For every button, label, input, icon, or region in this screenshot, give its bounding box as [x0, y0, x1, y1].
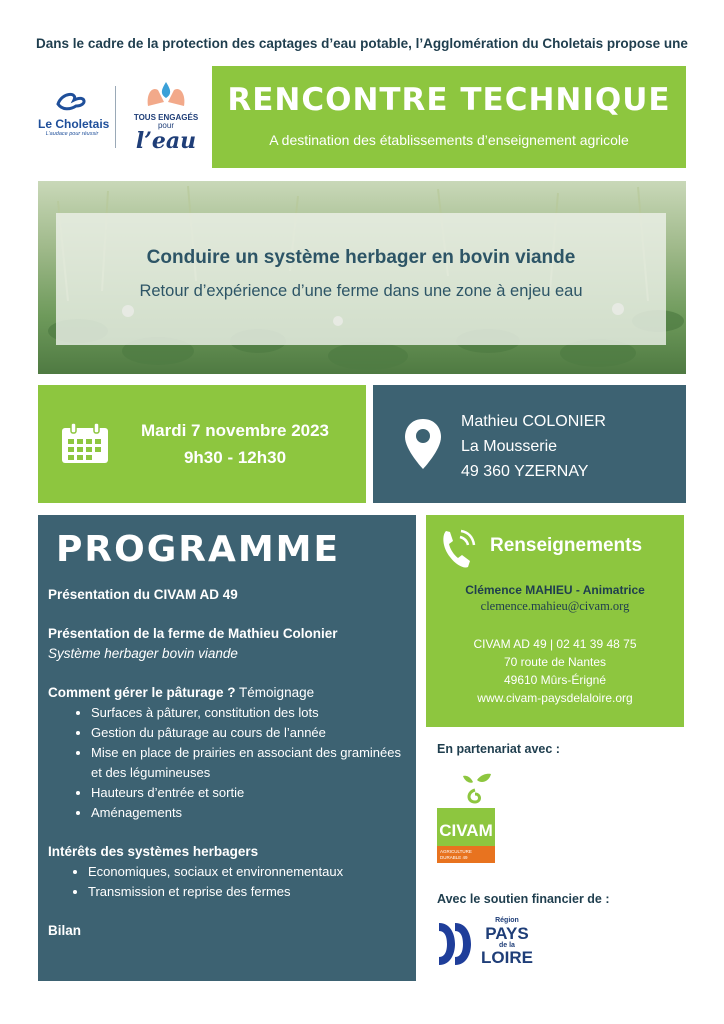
contact-box [426, 515, 684, 727]
pays-de-la-loire-logo [437, 915, 537, 973]
programme-item-pasture [48, 683, 410, 703]
event-date-time [114, 417, 356, 471]
location-address [461, 409, 606, 484]
location-pin-icon [403, 417, 443, 471]
logo-divider [115, 86, 116, 148]
programme-pasture-title: Comment gérer le pâturage ? [48, 685, 236, 700]
phone-icon [440, 527, 476, 571]
contact-city: 49610 Mûrs-Érigné [503, 673, 607, 687]
title-banner [212, 66, 686, 168]
list-item: • Gestion du pâturage au cours de l’année [91, 723, 410, 743]
pdl-loire: LOIRE [481, 948, 533, 967]
pdl-region: Région [495, 917, 519, 924]
civam-logo-sub1: AGRICULTURE [440, 849, 472, 854]
partner-label: En partenariat avec : [437, 742, 560, 756]
programme-box [38, 515, 416, 981]
banner-title: RENCONTRE TECHNIQUE [227, 82, 671, 118]
funding-label: Avec le soutien financier de : [437, 892, 610, 906]
event-time: 9h30 - 12h30 [183, 448, 287, 467]
pdl-dela: de la [499, 942, 515, 949]
location-farm: La Mousserie [461, 438, 558, 455]
hero-title: Conduire un système herbager en bovin viande [146, 247, 576, 268]
banner-subtitle: A destination des établissements d’enseignement agricole [269, 132, 629, 148]
calendar-icon [60, 423, 110, 465]
programme-item-interests: Intérêts des systèmes herbagers [48, 844, 259, 859]
hero-overlay [56, 213, 666, 345]
pdl-pays: PAYS [485, 924, 529, 943]
civam-logo-text: CIVAM [439, 821, 493, 840]
programme-title: PROGRAMME [56, 529, 341, 570]
choletais-tagline: L’audace pour réussir [45, 131, 99, 137]
civam-logo-image [437, 770, 495, 863]
contact-title: Renseignements [490, 535, 643, 556]
contact-details [426, 635, 684, 707]
eau-logo-top: TOUS ENGAGÉS [133, 113, 199, 122]
interests-list [48, 862, 410, 902]
list-item: • Aménagements [91, 803, 410, 823]
programme-body [48, 585, 410, 941]
civam-logo [437, 770, 495, 863]
contact-street: 70 route de Nantes [503, 655, 607, 669]
list-item: • Mise en place de prairies en associant des graminées et des légumineuses [91, 743, 410, 783]
list-item: • Economiques, sociaux et environnementaux [88, 862, 410, 882]
programme-item-farm: Présentation de la ferme de Mathieu Colonier [48, 626, 338, 641]
list-item: • Surfaces à pâturer, constitution des lots [91, 703, 410, 723]
pays-de-la-loire-text [481, 917, 533, 966]
location-box [373, 385, 686, 503]
programme-item-civam: Présentation du CIVAM AD 49 [48, 587, 238, 602]
eau-logo [124, 78, 208, 152]
programme-pasture-extra: Témoignage [235, 685, 315, 700]
hands-water-icon [144, 78, 188, 108]
pays-de-la-loire-icon [437, 915, 481, 973]
event-date: Mardi 7 novembre 2023 [140, 421, 330, 440]
contact-org-phone: CIVAM AD 49 | 02 41 39 48 75 [473, 637, 637, 651]
contact-name: Clémence MAHIEU - Animatrice [465, 583, 645, 597]
programme-item-bilan: Bilan [48, 923, 82, 938]
location-host: Mathieu COLONIER [461, 413, 606, 430]
list-item: • Transmission et reprise des fermes [88, 882, 410, 902]
date-box [38, 385, 366, 503]
choletais-logo-icon [52, 90, 92, 112]
eau-logo-pour: pour [157, 121, 174, 130]
programme-item-farm-sub: Système herbager bovin viande [48, 646, 238, 661]
pasture-list [48, 703, 410, 823]
list-item: • Hauteurs d’entrée et sortie [91, 783, 410, 803]
location-city: 49 360 YZERNAY [461, 463, 589, 480]
intro-text: Dans le cadre de la protection des captages d’eau potable, l’Agglomération du Choletais propose une [36, 36, 688, 51]
contact-email[interactable]: clemence.mahieu@civam.org [480, 599, 630, 613]
eau-logo-word: l’eau [135, 128, 197, 154]
civam-logo-sub2: DURABLE 49 [440, 855, 468, 860]
choletais-name: Le Choletais [38, 117, 110, 131]
contact-website[interactable]: www.civam-paysdelaloire.org [477, 691, 633, 705]
choletais-logo [38, 90, 110, 137]
hero-subtitle: Retour d’expérience d’une ferme dans une zone à enjeu eau [139, 282, 583, 300]
